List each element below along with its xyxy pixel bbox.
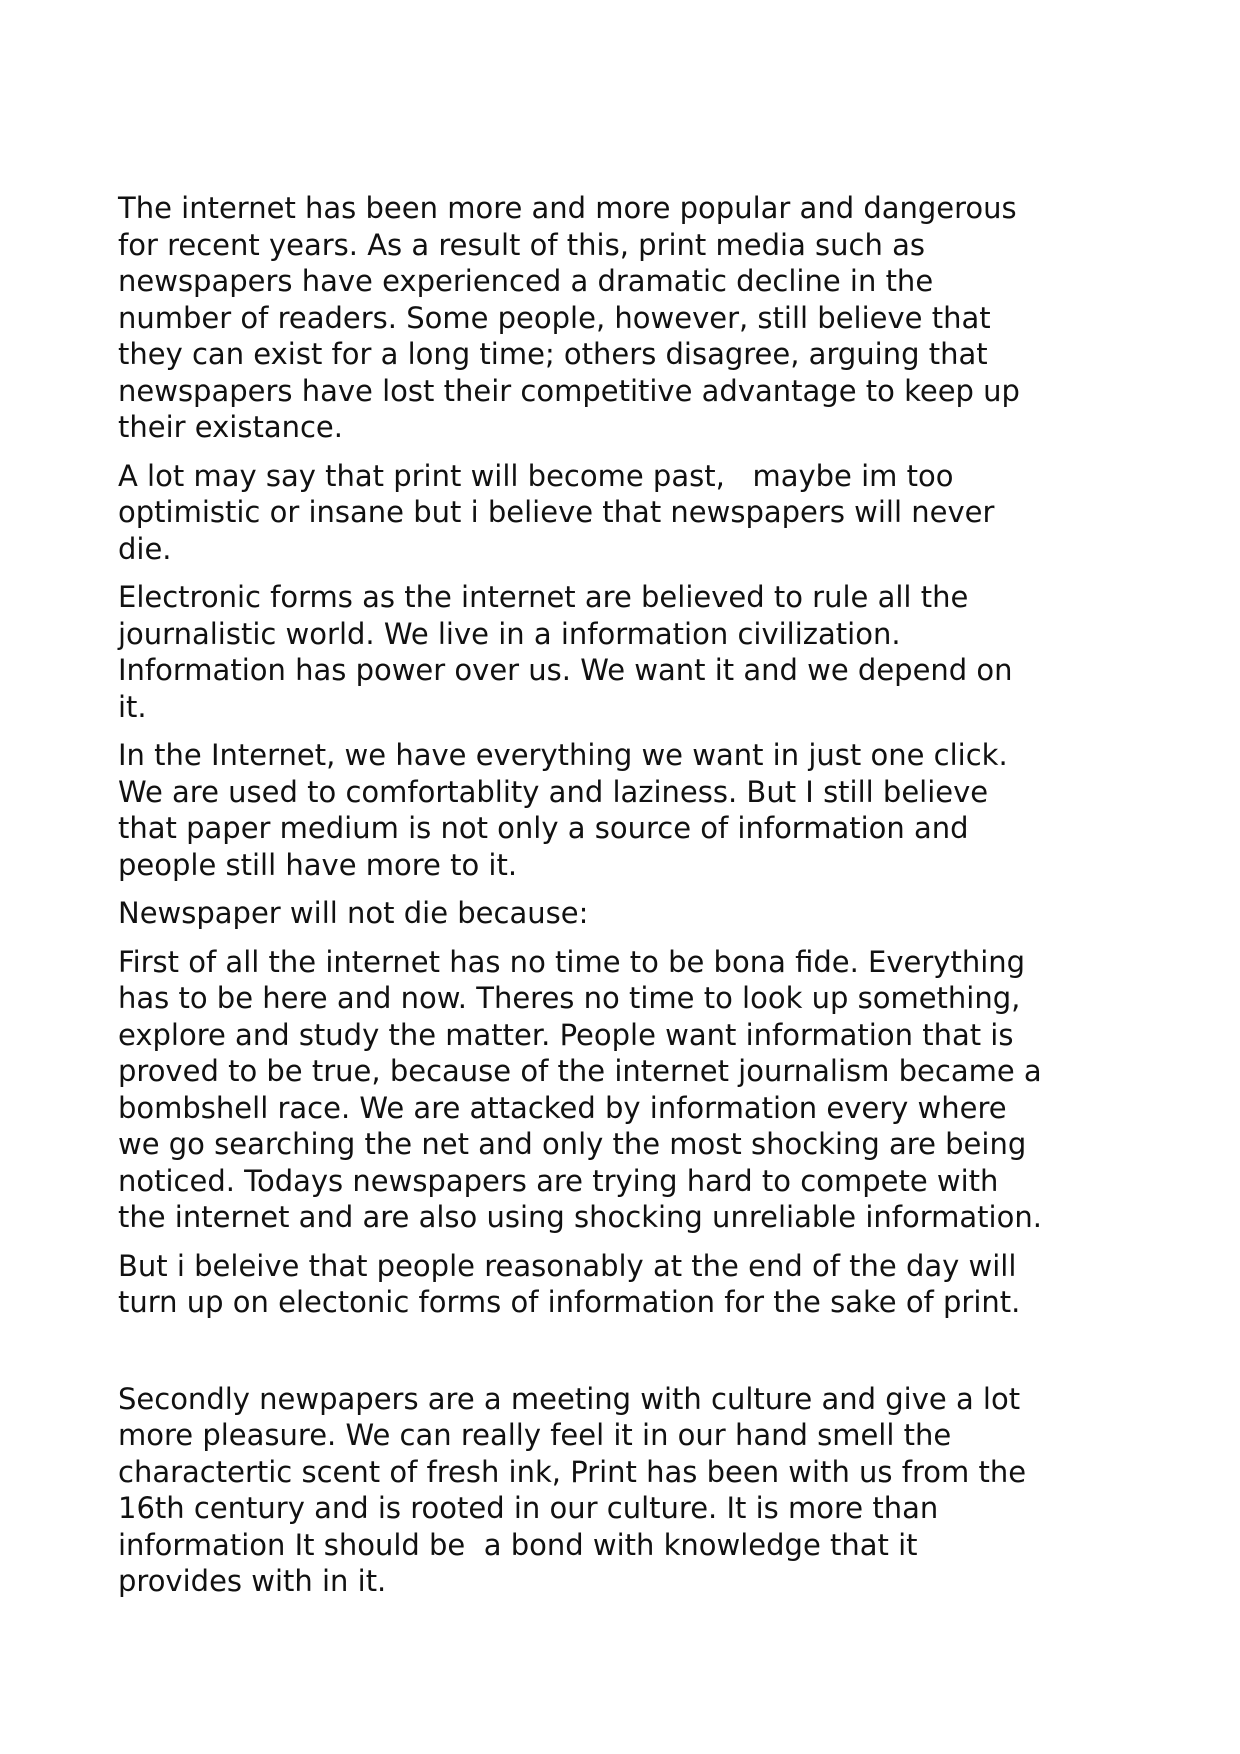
text-line: 16th century and is rooted in our culture. It is more than bbox=[118, 1491, 939, 1525]
paragraph-opinion bbox=[118, 458, 1128, 568]
paragraph-internet-click bbox=[118, 737, 1128, 883]
text-line: it. bbox=[118, 689, 147, 724]
text-line: more pleasure. We can really feel it in our hand smell the bbox=[118, 1418, 952, 1452]
text-line: they can exist for a long time; others disagree, arguing that bbox=[118, 337, 988, 371]
text-line: The internet has been more and more popular and dangerous bbox=[118, 191, 1017, 225]
text-line: We are used to comfortablity and laziness. But I still believe bbox=[118, 774, 989, 809]
text-line: has to be here and now. Theres no time to look up something, bbox=[118, 981, 1021, 1015]
text-line: Electronic forms as the internet are believed to rule all the bbox=[118, 580, 969, 614]
text-line: for recent years. As a result of this, print media such as bbox=[118, 227, 925, 262]
text-line: provides with in it. bbox=[118, 1564, 387, 1598]
text-line: die. bbox=[118, 531, 172, 566]
text-line: Newspaper will not die because: bbox=[118, 896, 589, 930]
text-line: we go searching the net and only the most shocking are being bbox=[118, 1127, 1027, 1161]
text-line: newspapers have experienced a dramatic decline in the bbox=[118, 264, 934, 298]
paragraph-second-reason bbox=[118, 1381, 1128, 1600]
paragraph-electronic-forms bbox=[118, 579, 1128, 725]
text-line: the internet and are also using shocking unreliable information. bbox=[118, 1200, 1042, 1234]
text-line: proved to be true, because of the internet journalism became a bbox=[118, 1054, 1042, 1088]
text-line: people still have more to it. bbox=[118, 847, 518, 882]
text-line: noticed. Todays newspapers are trying hard to compete with bbox=[118, 1163, 999, 1198]
text-line: Information has power over us. We want it and we depend on bbox=[118, 653, 1013, 687]
text-line: A lot may say that print will become past, maybe im too bbox=[118, 458, 954, 493]
text-line: optimistic or insane but i believe that newspapers will never bbox=[118, 495, 995, 529]
text-line: number of readers. Some people, however, still believe that bbox=[118, 300, 991, 335]
text-line: journalistic world. We live in a information civilization. bbox=[118, 616, 901, 651]
paragraph-belief bbox=[118, 1248, 1128, 1321]
paragraph-reasons-intro bbox=[118, 895, 1128, 932]
text-line: turn up on electonic forms of information for the sake of print. bbox=[118, 1285, 1021, 1319]
text-line: bombshell race. We are attacked by information every where bbox=[118, 1090, 1007, 1125]
paragraph-intro bbox=[118, 190, 1128, 446]
text-line: their existance. bbox=[118, 410, 343, 444]
text-line: In the Internet, we have everything we want in just one click. bbox=[118, 738, 1008, 772]
text-line: charactertic scent of fresh ink, Print has been with us from the bbox=[118, 1454, 1027, 1489]
text-line: information It should be a bond with knowledge that it bbox=[118, 1527, 918, 1562]
text-line: First of all the internet has no time to be bona fide. Everything bbox=[118, 944, 1026, 979]
text-line: that paper medium is not only a source of information and bbox=[118, 811, 969, 845]
text-line: But i beleive that people reasonably at the end of the day will bbox=[118, 1248, 1017, 1283]
paragraph-first-reason bbox=[118, 944, 1128, 1236]
text-line: Secondly newpapers are a meeting with culture and give a lot bbox=[118, 1381, 1021, 1416]
text-line: newspapers have lost their competitive advantage to keep up bbox=[118, 373, 1020, 408]
essay-body bbox=[118, 190, 1128, 1612]
text-line: explore and study the matter. People want information that is bbox=[118, 1017, 1014, 1052]
